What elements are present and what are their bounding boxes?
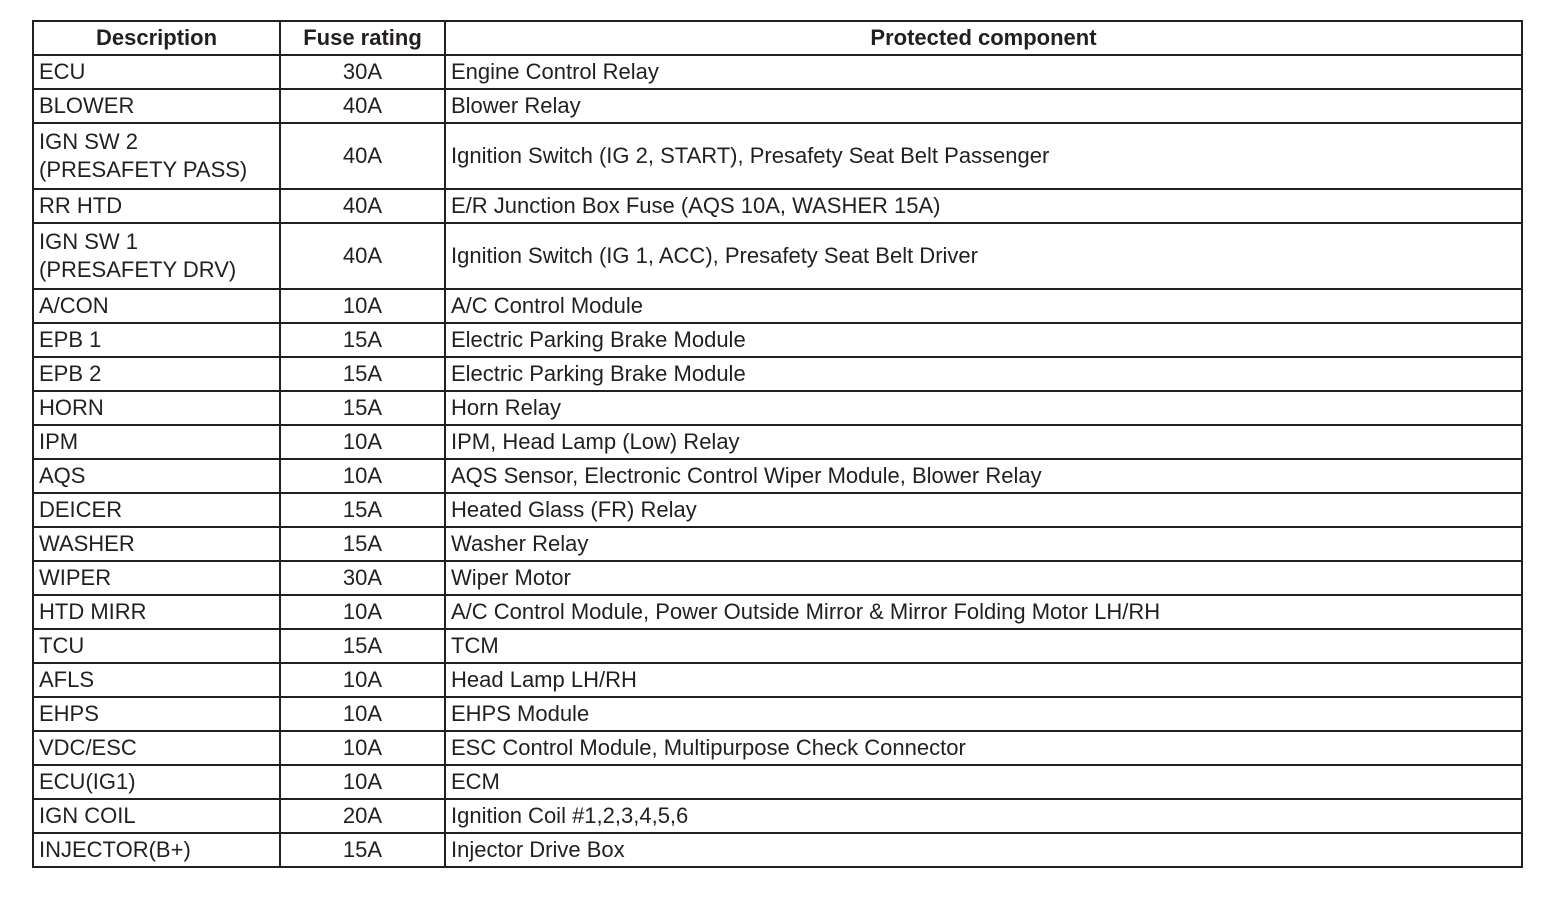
cell-protected-component: Horn Relay xyxy=(445,391,1522,425)
cell-protected-component: Ignition Switch (IG 2, START), Presafety Seat Belt Passenger xyxy=(445,123,1522,189)
cell-description xyxy=(33,663,280,697)
description-text-line2: (PRESAFETY DRV) xyxy=(39,257,237,282)
description-text: VDC/ESC xyxy=(39,735,137,760)
cell-description xyxy=(33,55,280,89)
table-row xyxy=(33,459,1522,493)
table-row xyxy=(33,289,1522,323)
cell-fuse-rating: 30A xyxy=(280,55,445,89)
cell-description xyxy=(33,765,280,799)
cell-fuse-rating: 15A xyxy=(280,527,445,561)
cell-description xyxy=(33,697,280,731)
description-text: EPB 1 xyxy=(39,327,102,352)
cell-description xyxy=(33,731,280,765)
cell-fuse-rating: 15A xyxy=(280,629,445,663)
cell-description xyxy=(33,629,280,663)
cell-description xyxy=(33,357,280,391)
cell-description xyxy=(33,323,280,357)
cell-fuse-rating: 10A xyxy=(280,425,445,459)
cell-description xyxy=(33,799,280,833)
cell-protected-component: Ignition Switch (IG 1, ACC), Presafety Seat Belt Driver xyxy=(445,223,1522,289)
table-row xyxy=(33,89,1522,123)
cell-protected-component: ESC Control Module, Multipurpose Check Connector xyxy=(445,731,1522,765)
cell-protected-component: TCM xyxy=(445,629,1522,663)
cell-description xyxy=(33,595,280,629)
description-text: IGN SW 1 xyxy=(39,229,139,254)
table-row xyxy=(33,595,1522,629)
cell-protected-component: Electric Parking Brake Module xyxy=(445,323,1522,357)
cell-fuse-rating: 10A xyxy=(280,697,445,731)
description-text: A/CON xyxy=(39,293,109,318)
cell-protected-component: Injector Drive Box xyxy=(445,833,1522,867)
cell-description xyxy=(33,391,280,425)
table-header xyxy=(33,21,1522,55)
description-text: RR HTD xyxy=(39,193,123,218)
cell-description xyxy=(33,123,280,189)
description-text-line2: (PRESAFETY PASS) xyxy=(39,157,248,182)
table-body xyxy=(33,55,1522,867)
header-protected-component: Protected component xyxy=(445,21,1522,55)
description-text: WIPER xyxy=(39,565,112,590)
cell-fuse-rating: 10A xyxy=(280,459,445,493)
table-row xyxy=(33,223,1522,289)
table-row xyxy=(33,357,1522,391)
table-row xyxy=(33,799,1522,833)
fuse-table xyxy=(32,20,1523,868)
cell-fuse-rating: 15A xyxy=(280,391,445,425)
cell-fuse-rating: 10A xyxy=(280,663,445,697)
cell-protected-component: Wiper Motor xyxy=(445,561,1522,595)
table-row xyxy=(33,189,1522,223)
cell-fuse-rating: 15A xyxy=(280,357,445,391)
cell-fuse-rating: 40A xyxy=(280,223,445,289)
description-text: EPB 2 xyxy=(39,361,102,386)
table-row xyxy=(33,123,1522,189)
cell-protected-component: A/C Control Module xyxy=(445,289,1522,323)
description-text: TCU xyxy=(39,633,85,658)
cell-protected-component: Electric Parking Brake Module xyxy=(445,357,1522,391)
table-row xyxy=(33,527,1522,561)
table-row xyxy=(33,697,1522,731)
cell-fuse-rating: 10A xyxy=(280,765,445,799)
description-text: WASHER xyxy=(39,531,135,556)
table-row xyxy=(33,561,1522,595)
cell-fuse-rating: 10A xyxy=(280,731,445,765)
description-text: IGN SW 2 xyxy=(39,129,139,154)
description-text: HTD MIRR xyxy=(39,599,147,624)
cell-fuse-rating: 10A xyxy=(280,289,445,323)
description-text: BLOWER xyxy=(39,93,135,118)
cell-fuse-rating: 40A xyxy=(280,189,445,223)
description-text: DEICER xyxy=(39,497,123,522)
description-text: IGN COIL xyxy=(39,803,136,828)
cell-fuse-rating: 15A xyxy=(280,493,445,527)
table-row xyxy=(33,731,1522,765)
cell-description xyxy=(33,425,280,459)
cell-fuse-rating: 15A xyxy=(280,323,445,357)
description-text: AQS xyxy=(39,463,86,488)
cell-description xyxy=(33,833,280,867)
cell-description xyxy=(33,527,280,561)
cell-protected-component: Washer Relay xyxy=(445,527,1522,561)
table-row xyxy=(33,833,1522,867)
description-text: INJECTOR(B+) xyxy=(39,837,191,862)
table-row xyxy=(33,323,1522,357)
cell-description xyxy=(33,189,280,223)
cell-description xyxy=(33,223,280,289)
cell-fuse-rating: 10A xyxy=(280,595,445,629)
table-row xyxy=(33,391,1522,425)
cell-protected-component: Head Lamp LH/RH xyxy=(445,663,1522,697)
cell-description xyxy=(33,561,280,595)
table-row xyxy=(33,425,1522,459)
table-row xyxy=(33,765,1522,799)
header-description: Description xyxy=(33,21,280,55)
cell-protected-component: E/R Junction Box Fuse (AQS 10A, WASHER 15A) xyxy=(445,189,1522,223)
cell-fuse-rating: 20A xyxy=(280,799,445,833)
cell-fuse-rating: 15A xyxy=(280,833,445,867)
description-text: HORN xyxy=(39,395,104,420)
cell-protected-component: AQS Sensor, Electronic Control Wiper Module, Blower Relay xyxy=(445,459,1522,493)
cell-description xyxy=(33,493,280,527)
table-row xyxy=(33,55,1522,89)
cell-fuse-rating: 40A xyxy=(280,89,445,123)
table-row xyxy=(33,493,1522,527)
cell-description xyxy=(33,459,280,493)
cell-protected-component: Engine Control Relay xyxy=(445,55,1522,89)
description-text: ECU(IG1) xyxy=(39,769,136,794)
cell-protected-component: ECM xyxy=(445,765,1522,799)
cell-protected-component: A/C Control Module, Power Outside Mirror & Mirror Folding Motor LH/RH xyxy=(445,595,1522,629)
cell-protected-component: EHPS Module xyxy=(445,697,1522,731)
description-text: EHPS xyxy=(39,701,99,726)
cell-protected-component: Ignition Coil #1,2,3,4,5,6 xyxy=(445,799,1522,833)
cell-protected-component: Blower Relay xyxy=(445,89,1522,123)
cell-protected-component: Heated Glass (FR) Relay xyxy=(445,493,1522,527)
description-text: AFLS xyxy=(39,667,95,692)
cell-description xyxy=(33,289,280,323)
table-row xyxy=(33,663,1522,697)
description-text: ECU xyxy=(39,59,86,84)
cell-description xyxy=(33,89,280,123)
header-fuse-rating: Fuse rating xyxy=(280,21,445,55)
cell-protected-component: IPM, Head Lamp (Low) Relay xyxy=(445,425,1522,459)
cell-fuse-rating: 30A xyxy=(280,561,445,595)
header-row xyxy=(33,21,1522,55)
cell-fuse-rating: 40A xyxy=(280,123,445,189)
description-text: IPM xyxy=(39,429,79,454)
table-row xyxy=(33,629,1522,663)
